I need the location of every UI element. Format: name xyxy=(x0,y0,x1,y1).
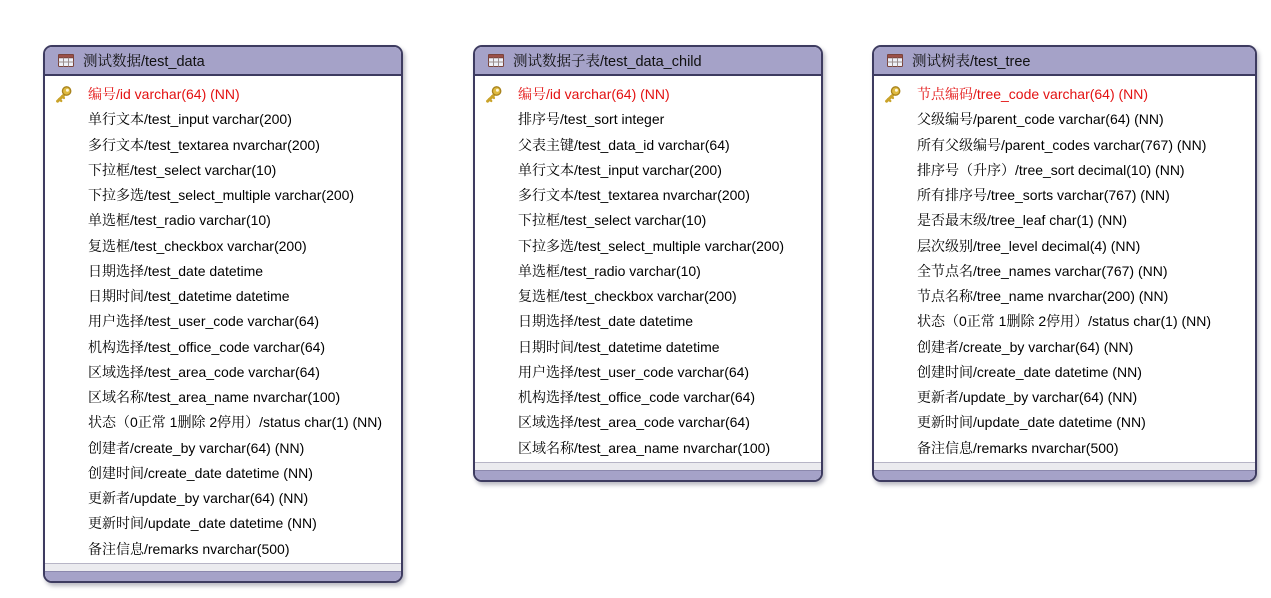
table-grid-icon xyxy=(58,54,74,67)
table-footer-bar xyxy=(475,470,821,480)
field-row xyxy=(874,183,1255,208)
primary-key-icon xyxy=(53,84,74,105)
field-label: 更新时间/update_date datetime (NN) xyxy=(88,515,317,532)
field-row xyxy=(45,335,401,360)
field-label: 复选框/test_checkbox varchar(200) xyxy=(518,288,737,304)
field-row xyxy=(45,158,401,183)
field-label: 更新时间/update_date datetime (NN) xyxy=(917,414,1146,431)
field-row xyxy=(45,486,401,511)
field-label: 区域名称/test_area_name nvarchar(100) xyxy=(88,389,341,405)
field-row xyxy=(45,385,401,410)
field-label: 日期选择/test_date datetime xyxy=(518,313,694,330)
field-label: 层次级别/tree_level decimal(4) (NN) xyxy=(917,237,1141,254)
field-list xyxy=(45,76,401,563)
table-title: 测试数据/test_data xyxy=(83,54,205,70)
field-row xyxy=(45,208,401,233)
field-label: 排序号/test_sort integer xyxy=(518,111,665,128)
field-row-primary-key xyxy=(874,82,1255,107)
field-row xyxy=(874,385,1255,410)
field-row xyxy=(475,284,821,309)
field-label: 机构选择/test_office_code varchar(64) xyxy=(518,389,756,405)
field-row xyxy=(475,385,821,410)
table-grid-icon xyxy=(488,54,504,67)
field-label: 状态（0正常 1删除 2停用）/status char(1) (NN) xyxy=(917,313,1212,330)
field-row-primary-key xyxy=(45,82,401,107)
field-row xyxy=(45,511,401,536)
field-label: 节点名称/tree_name nvarchar(200) (NN) xyxy=(917,288,1169,304)
table-footer-bar xyxy=(45,571,401,581)
table-header xyxy=(475,47,821,76)
field-row xyxy=(874,335,1255,360)
field-label: 单行文本/test_input varchar(200) xyxy=(518,161,722,178)
field-row xyxy=(475,309,821,334)
field-label: 区域选择/test_area_code varchar(64) xyxy=(518,414,750,431)
field-label: 父级编号/parent_code varchar(64) (NN) xyxy=(917,111,1164,128)
field-row xyxy=(45,183,401,208)
field-label: 创建时间/create_date datetime (NN) xyxy=(88,464,313,481)
field-row xyxy=(874,158,1255,183)
field-label: 状态（0正常 1删除 2停用）/status char(1) (NN) xyxy=(88,414,383,431)
field-label: 区域名称/test_area_name nvarchar(100) xyxy=(518,439,771,456)
table-title: 测试树表/test_tree xyxy=(912,54,1031,70)
field-row xyxy=(45,436,401,461)
table-title: 测试数据子表/test_data_child xyxy=(513,54,702,70)
field-label: 下拉多选/test_select_multiple varchar(200) xyxy=(518,237,785,254)
field-row xyxy=(475,158,821,183)
index-section-strip xyxy=(45,563,401,571)
field-label: 单行文本/test_input varchar(200) xyxy=(88,111,292,128)
field-row xyxy=(475,208,821,233)
field-label: 机构选择/test_office_code varchar(64) xyxy=(88,338,326,355)
field-row xyxy=(45,133,401,158)
table-grid-icon xyxy=(887,54,903,67)
field-label: 编号/id varchar(64) (NN) xyxy=(518,86,670,102)
field-row xyxy=(874,107,1255,132)
table-header xyxy=(874,47,1255,76)
field-label: 日期时间/test_datetime datetime xyxy=(518,338,720,355)
field-row xyxy=(874,360,1255,385)
field-row xyxy=(475,360,821,385)
field-label: 日期时间/test_datetime datetime xyxy=(88,288,290,304)
field-label: 编号/id varchar(64) (NN) xyxy=(88,86,240,102)
field-label: 所有父级编号/parent_codes varchar(767) (NN) xyxy=(917,136,1207,153)
field-row xyxy=(475,436,821,461)
field-row xyxy=(475,410,821,435)
field-row xyxy=(874,309,1255,334)
field-row xyxy=(874,284,1255,309)
field-label: 全节点名/tree_names varchar(767) (NN) xyxy=(917,262,1168,279)
index-section-strip xyxy=(874,462,1255,470)
field-label: 创建者/create_by varchar(64) (NN) xyxy=(917,338,1134,355)
table-footer-bar xyxy=(874,470,1255,480)
field-label: 日期选择/test_date datetime xyxy=(88,262,264,279)
field-row xyxy=(45,537,401,562)
primary-key-icon xyxy=(483,84,504,105)
field-row xyxy=(45,234,401,259)
field-row xyxy=(475,234,821,259)
field-row xyxy=(874,234,1255,259)
field-list xyxy=(874,76,1255,462)
field-row xyxy=(475,259,821,284)
table-card-test-data[interactable] xyxy=(43,45,403,583)
field-label: 用户选择/test_user_code varchar(64) xyxy=(518,363,750,380)
field-label: 所有排序号/tree_sorts varchar(767) (NN) xyxy=(917,187,1170,203)
field-label: 下拉框/test_select varchar(10) xyxy=(518,212,707,229)
field-row xyxy=(45,107,401,132)
field-row xyxy=(475,133,821,158)
field-label: 多行文本/test_textarea nvarchar(200) xyxy=(518,187,750,203)
field-label: 下拉多选/test_select_multiple varchar(200) xyxy=(88,187,355,203)
field-label: 更新者/update_by varchar(64) (NN) xyxy=(917,389,1138,405)
field-label: 创建时间/create_date datetime (NN) xyxy=(917,363,1142,380)
field-label: 排序号（升序）/tree_sort decimal(10) (NN) xyxy=(917,161,1185,178)
field-label: 创建者/create_by varchar(64) (NN) xyxy=(88,439,305,456)
field-label: 备注信息/remarks nvarchar(500) xyxy=(917,439,1119,456)
table-card-test-data-child[interactable] xyxy=(473,45,823,482)
table-header xyxy=(45,47,401,76)
field-list xyxy=(475,76,821,462)
primary-key-icon xyxy=(882,84,903,105)
field-row xyxy=(874,208,1255,233)
field-row xyxy=(45,410,401,435)
field-row xyxy=(874,133,1255,158)
table-card-test-tree[interactable] xyxy=(872,45,1257,482)
field-label: 单选框/test_radio varchar(10) xyxy=(88,212,271,229)
field-label: 父表主键/test_data_id varchar(64) xyxy=(518,136,730,153)
field-label: 更新者/update_by varchar(64) (NN) xyxy=(88,490,309,506)
index-section-strip xyxy=(475,462,821,470)
field-label: 复选框/test_checkbox varchar(200) xyxy=(88,237,307,254)
field-label: 单选框/test_radio varchar(10) xyxy=(518,262,701,279)
field-row xyxy=(874,436,1255,461)
field-row xyxy=(475,107,821,132)
field-label: 是否最末级/tree_leaf char(1) (NN) xyxy=(917,212,1128,229)
field-label: 用户选择/test_user_code varchar(64) xyxy=(88,313,320,330)
field-row-primary-key xyxy=(475,82,821,107)
field-label: 多行文本/test_textarea nvarchar(200) xyxy=(88,136,320,153)
field-label: 下拉框/test_select varchar(10) xyxy=(88,161,277,178)
field-row xyxy=(874,259,1255,284)
field-row xyxy=(45,461,401,486)
field-row xyxy=(45,360,401,385)
field-row xyxy=(475,335,821,360)
field-row xyxy=(45,284,401,309)
field-row xyxy=(874,410,1255,435)
field-label: 备注信息/remarks nvarchar(500) xyxy=(88,540,290,557)
field-label: 节点编码/tree_code varchar(64) (NN) xyxy=(917,86,1149,102)
field-row xyxy=(45,259,401,284)
field-label: 区域选择/test_area_code varchar(64) xyxy=(88,363,320,380)
field-row xyxy=(475,183,821,208)
field-row xyxy=(45,309,401,334)
